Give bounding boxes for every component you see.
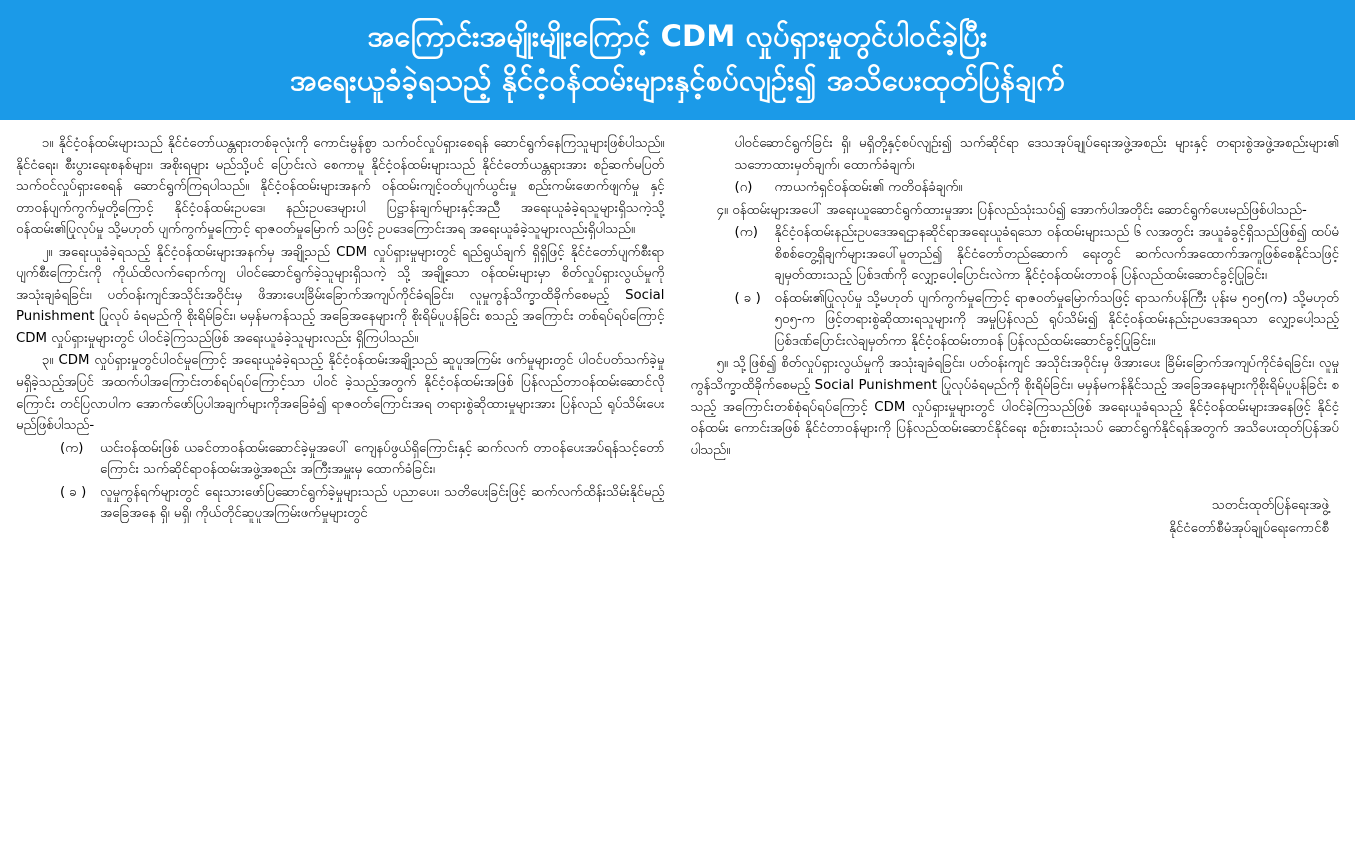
right-sub-item-kha	[691, 288, 1340, 353]
paragraph-4-number: ၄။	[716, 202, 729, 218]
left-sub-item-kha-text: လူမှုကွန်ရက်များတွင် ရေးသားဖော်ပြဆောင်ရွက်ခဲ့မှုများသည် ပညာပေး၊ သတိပေးခြင်းဖြင့် ဆက်လက်ထိန်းသိမ်းနိုင်မည့်အခြေအနေ ရှိ၊ မရှိ၊ ကိုယ်တိုင်ဆူပူအကြမ်းဖက်မှုများတွင်	[100, 484, 665, 522]
left-sub-item-ka-text: ယင်းဝန်ထမ်းဖြစ် ယခင်တာဝန်ထမ်းဆောင်ခဲ့မှုအပေါ် ကျေနပ်ဖွယ်ရှိကြောင်းနှင့် ဆက်လက် တာဝန်ပေးအပ်ရန်သင့်တော်ကြောင်း သက်ဆိုင်ရာဝန်ထမ်းအဖွဲ့အစည်း အကြီးအမှူးမှ ထောက်ခံခြင်း၊	[100, 440, 665, 478]
right-sub-item-ka-text: နိုင်ငံ့ဝန်ထမ်းနည်းဥပဒေအရဌာနဆိုင်ရာအရေးယူခံရသော ဝန်ထမ်းများသည် ၆ လအတွင်း အယူခံခွင့်ရှိသည်ဖြစ်၍ ထပ်မံစိစစ်တွေ့ရှိချက်များအပေါ်မူတည်၍ နိုင်ငံတော်တည်ဆောက် ရေးတွင် ဆက်လက်အထောက်အကူဖြစ်စေနိုင်သဖြင့် ချမှတ်ထားသည့် ပြစ်ဒဏ်ကို လျှော့ပေါ့ပြောင်းလဲကာ နိုင်ငံ့ဝန်ထမ်းတာဝန် ပြန်လည်ထမ်းဆောင်ခွင့်ပြုခြင်း၊	[774, 225, 1339, 284]
paragraph-5-text: သို့ဖြစ်၍ စိတ်လှုပ်ရှားလွယ်မှုကို အသုံးချခံရခြင်း၊ ပတ်ဝန်းကျင် အသိုင်းအဝိုင်းမှ ဖိအားပေး ခြိမ်းခြောက်အကျပ်ကိုင်ခံရခြင်း၊ လူမှုကွန်သိက္ခာထိခိုက်စေမည့် Social Punishment ပြုလုပ်ခံရမည်ကို စိုးရိမ်ခြင်း၊ မမှန်မကန်နိုင်သည့် အခြေအနေများကိုစိုးရိမ်ပူပန်ခြင်း စသည့် အကြောင်းတစ်စုံရပ်ရပ်ကြောင့် CDM လှုပ်ရှားမှုများတွင် ပါဝင်ခဲ့ကြသည်ဖြစ် အရေးယူခံရသည့် နိုင်ငံ့ဝန်ထမ်းများအနေဖြင့် နိုင်ငံ့ဝန်ထမ်း ကောင်းအဖြစ် နိုင်ငံတာဝန်များကို ပြန်လည်ထမ်းဆောင်နိုင်ရေး စဉ်းစားသုံးသပ် ဆောင်ရွက်နိုင်ရန်အတွက် အသိပေးထုတ်ပြန်အပ်ပါသည်။	[690, 356, 1339, 458]
document-body	[0, 120, 1355, 547]
left-sub-item-ka	[16, 438, 665, 481]
left-sub-item-kha-marker: ( ခ )	[60, 484, 87, 500]
header-title-line-1: အကြောင်းအမျိုးမျိုးကြောင့် CDM လှုပ်ရှားမှုတွင်ပါဝင်ခဲ့ပြီး	[367, 19, 988, 53]
right-sub-item-ga-text: ကာယကံရှင်ဝန်ထမ်း၏ ကတိဝန်ခံချက်။	[774, 180, 963, 196]
paragraph-3-number: ၃။	[42, 353, 54, 369]
right-sub-item-ka-marker: (က)	[734, 225, 758, 241]
right-column	[691, 133, 1340, 541]
paragraph-4-text: ဝန်ထမ်းများအပေါ် အရေးယူဆောင်ရွက်ထားမှုအား ပြန်လည်သုံးသပ်၍ အောက်ပါအတိုင်း ဆောင်ရွက်ပေးမည်ဖြစ်ပါသည်-	[732, 202, 1307, 218]
left-column	[16, 133, 665, 541]
paragraph-2	[16, 242, 665, 350]
left-sub-item-kha	[16, 482, 665, 525]
paragraph-4	[691, 200, 1340, 222]
header-title-line-2: အရေးယူခံခဲ့ရသည့် နိုင်ငံ့ဝန်ထမ်းများနှင့်စပ်လျဉ်း၍ အသိပေးထုတ်ပြန်ချက်	[290, 63, 1065, 98]
signature-line-2: နိုင်ငံတော်စီမံအုပ်ချုပ်ရေးကောင်စီ	[1169, 520, 1329, 536]
right-sub-item-ga-marker: (ဂ)	[734, 180, 753, 196]
document-header-banner	[0, 0, 1355, 120]
paragraph-1	[16, 133, 665, 241]
paragraph-1-text: နိုင်ငံ့ဝန်ထမ်းများသည် နိုင်ငံတော်ယန္တရားတစ်ခုလုံးကို ကောင်းမွန်စွာ သက်ဝင်လှုပ်ရှားစေရန် ဆောင်ရွက်နေကြသူများဖြစ်ပါသည်။ နိုင်ငံရေး၊ စီးပွားရေးစနစ်များ၊ အစိုးရများ မည်သို့ပင် ပြောင်းလဲ စေကာမူ နိုင်ငံ့ဝန်ထမ်းများသည် နိုင်ငံတော်ယန္တရားအား စဉ်ဆက်မပြတ် သက်ဝင်လှုပ်ရှားစေရန် ဆောင်ရွက်ကြရပါသည်။ နိုင်ငံ့ဝန်ထမ်းများအနက် ဝန်ထမ်းကျင့်ဝတ်ပျက်ယွင်းမှု စည်းကမ်းဖောက်ဖျက်မှု နှင့် တာဝန်ပျက်ကွက်မှုတို့ကြောင့် နိုင်ငံ့ဝန်ထမ်းဥပဒေ၊ နည်းဥပဒေများပါ ပြဋ္ဌာန်းချက်များနှင့်အညီ အရေးယူခံခဲ့ရသူများရှိသကဲ့သို့ ဝန်ထမ်း၏ပြုလုပ်မှု သို့မဟုတ် ပျက်ကွက်မှုကြောင့် ရာဇဝတ်မှုမြောက် သဖြင့် ဥပဒေကြောင်းအရ အရေးယူခံခဲ့သူများလည်းရှိပါသည်။	[16, 136, 665, 238]
signature-block	[691, 495, 1340, 541]
right-sub-item-kha-marker: ( ခ )	[734, 290, 761, 306]
paragraph-2-number: ၂။	[42, 244, 53, 260]
right-sub-item-ka	[691, 222, 1340, 287]
paragraph-3	[16, 350, 665, 436]
paragraph-3-text: CDM လှုပ်ရှားမှုတွင်ပါဝင်မှုကြောင့် အရေးယူခံခဲ့ရသည့် နိုင်ငံ့ဝန်ထမ်းအချို့သည် ဆူပူအကြမ်း ဖက်မှုများတွင် ပါဝင်ပတ်သက်ခဲ့မှုမရှိခဲ့သည့်အပြင် အထက်ပါအကြောင်းတစ်ရပ်ရပ်ကြောင့်သာ ပါဝင် ခဲ့သည့်အတွက် နိုင်ငံ့ဝန်ထမ်းအဖြစ် ပြန်လည်တာဝန်ထမ်းဆောင်လိုကြောင်း တင်ပြလာပါက အောက်ဖော်ပြပါအချက်များကိုအခြေခံ၍ ရာဇဝတ်ကြောင်းအရ တရားစွဲဆိုထားမှုများအား ပြန်လည် ရုပ်သိမ်းပေးမည်ဖြစ်ပါသည်-	[16, 353, 665, 434]
continued-text: ပါဝင်ဆောင်ရွက်ခြင်း ရှိ၊ မရှိတို့နှင့်စပ်လျဉ်း၍ သက်ဆိုင်ရာ ဒေသအုပ်ချုပ်ရေးအဖွဲ့အစည်း များနှင့် တရားစွဲအဖွဲ့အစည်းများ၏ သဘောထားမှတ်ချက်၊ ထောက်ခံချက်၊	[734, 136, 1339, 173]
paragraph-5	[691, 353, 1340, 461]
right-sub-item-kha-text: ဝန်ထမ်း၏ပြုလုပ်မှု သို့မဟုတ် ပျက်ကွက်မှုကြောင့် ရာဇဝတ်မှုမြောက်သဖြင့် ရာသက်ပန်ကြီး ပုန်းမ ၅၀၅(က) သို့မဟုတ် ၅၀၅-က ဖြင့်တရားစွဲဆိုထားရသူများကို အမှုပြန်လည် ရုပ်သိမ်း၍ နိုင်ငံ့ဝန်ထမ်းနည်းဥပဒေအရသာ လျှော့ပေါ့သည့် ပြစ်ဒဏ်ပြောင်းလဲချမှတ်ကာ နိုင်ငံ့ဝန်ထမ်းတာဝန် ပြန်လည်ထမ်းဆောင်ခွင့်ပြုခြင်း။	[774, 290, 1339, 349]
left-sub-item-ka-marker: (က)	[60, 440, 84, 456]
right-sub-item-ga	[691, 177, 1340, 199]
signature-line-1: သတင်းထုတ်ပြန်ရေးအဖွဲ့	[1211, 498, 1329, 514]
paragraph-2-text: အရေးယူခံခဲ့ရသည့် နိုင်ငံ့ဝန်ထမ်းများအနက်မှ အချို့သည် CDM လှုပ်ရှားမှုများတွင် ရည်ရွယ်ချက် ရှိရှိဖြင့် နိုင်ငံတော်ပျက်စီးရာပျက်စီးကြောင်းကို ကိုယ်ထိလက်ရောက်ကျ ပါဝင်ဆောင်ရွက်ခဲ့သူများရှိသကဲ့ သို့ အချို့သော ဝန်ထမ်းများမှာ စိတ်လှုပ်ရှားလွယ်မှုကို အသုံးချခံရခြင်း၊ ပတ်ဝန်းကျင်အသိုင်းအဝိုင်းမှ ဖိအားပေးခြိမ်းခြောက်အကျပ်ကိုင်ခံရခြင်း၊ လူမှုကွန်သိက္ခာထိခိုက်စေမည့် Social Punishment ပြုလုပ် ခံရမည်ကို စိုးရိမ်ခြင်း၊ မမှန်မကန်သည့် အခြေအနေများကို စိုးရိမ်ပူပန်ခြင်း စသည့် အကြောင်း တစ်ရပ်ရပ်ကြောင့် CDM လှုပ်ရှားမှုများတွင် ပါဝင်ခဲ့ကြသည်ဖြစ် အရေးယူခံခဲ့သူများလည်း ရှိကြပါသည်။	[16, 244, 665, 346]
paragraph-5-number: ၅။	[716, 356, 729, 372]
paragraph-1-number: ၁။	[42, 136, 54, 152]
